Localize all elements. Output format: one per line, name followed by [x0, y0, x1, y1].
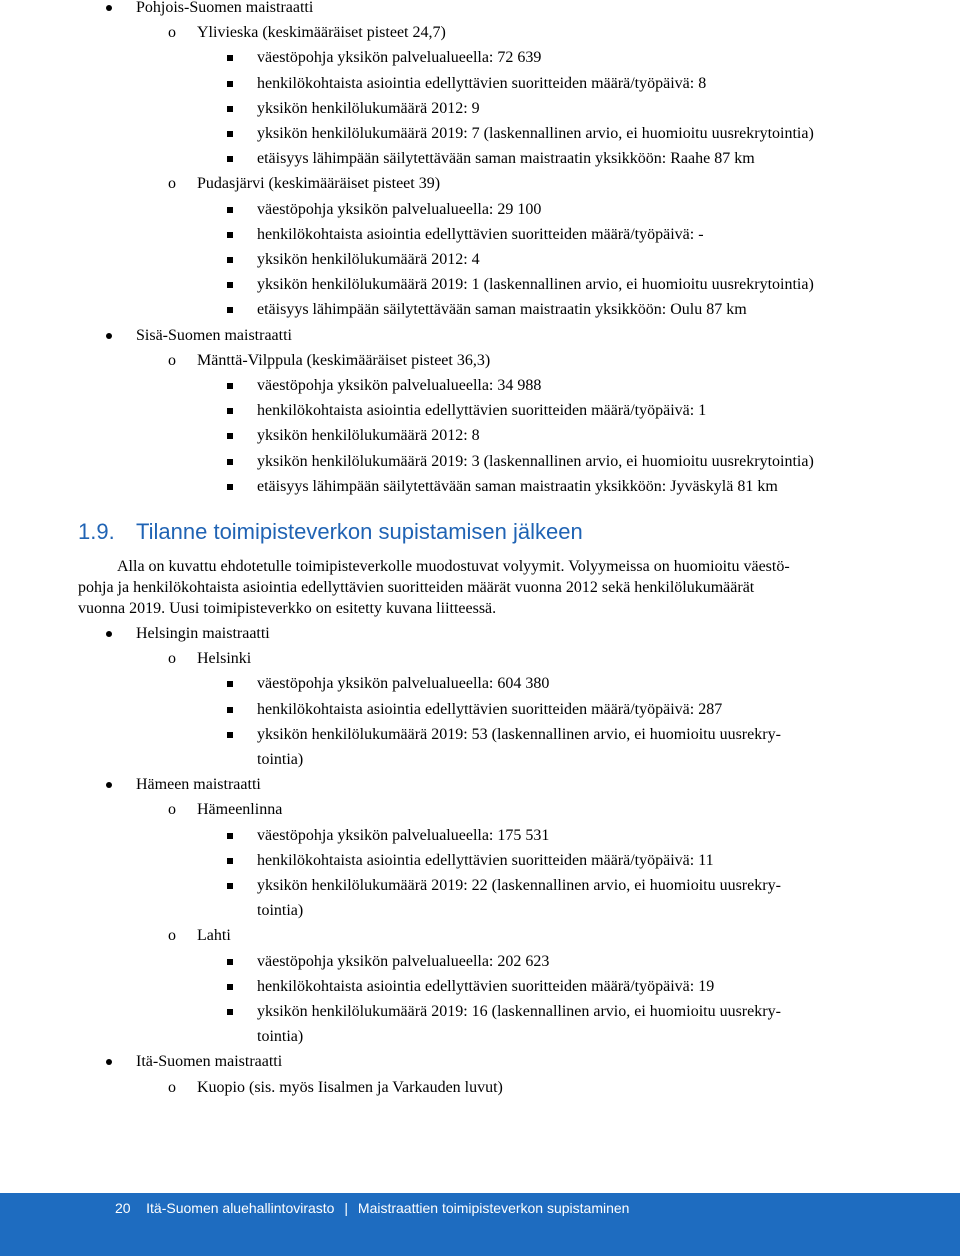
bullet-square-icon — [227, 959, 233, 965]
bullet-circle-icon: o — [168, 24, 176, 42]
bullet-square-icon — [227, 833, 233, 839]
footer-text — [115, 1198, 629, 1218]
list-item-office: Itä-Suomen maistraatti — [136, 1053, 283, 1071]
bullet-square-icon — [227, 307, 233, 313]
bullet-circle-icon: o — [168, 1078, 176, 1096]
list-item-detail: väestöpohja yksikön palvelualueella: 604 380 — [257, 675, 550, 693]
bullet-square-icon — [227, 106, 233, 112]
list-item-unit: Kuopio (sis. myös Iisalmen ja Varkauden luvut) — [197, 1078, 503, 1096]
list-item-detail: yksikön henkilölukumäärä 2019: 53 (laskennallinen arvio, ei huomioitu uusrekry- — [257, 725, 781, 743]
bullet-disc-icon — [106, 1059, 112, 1065]
list-item-office: Pohjois-Suomen maistraatti — [136, 0, 314, 16]
bullet-circle-icon: o — [168, 175, 176, 193]
list-item-unit: Helsinki — [197, 650, 252, 668]
bullet-square-icon — [227, 459, 233, 465]
list-item-detail: yksikön henkilölukumäärä 2019: 1 (laskennallinen arvio, ei huomioitu uusrekrytointia) — [257, 276, 814, 294]
list-item-detail: yksikön henkilölukumäärä 2019: 7 (laskennallinen arvio, ei huomioitu uusrekrytointia) — [257, 125, 814, 142]
list-item-detail: väestöpohja yksikön palvelualueella: 34 988 — [257, 377, 542, 394]
list-item-detail: henkilökohtaista asiointia edellyttävien suoritteiden määrä/työpäivä: 287 — [257, 700, 723, 718]
bullet-square-icon — [227, 207, 233, 213]
bullet-square-icon — [227, 1009, 233, 1015]
list-item-detail: tointia) — [257, 751, 304, 768]
paragraph-line: Alla on kuvattu ehdotetulle toimipisteverkolle muodostuvat volyymit. Volyymeissa on huomioitu väestö- — [117, 558, 790, 575]
footer-organization: Itä-Suomen aluehallintovirasto — [146, 1200, 335, 1216]
list-item-office: Helsingin maistraatti — [136, 625, 270, 642]
paragraph-line: vuonna 2019. Uusi toimipisteverkko on esitetty kuvana liitteessä. — [78, 600, 497, 617]
list-item-detail: väestöpohja yksikön palvelualueella: 72 639 — [257, 49, 542, 67]
bullet-square-icon — [227, 408, 233, 414]
bullet-circle-icon: o — [168, 351, 176, 369]
bullet-square-icon — [227, 131, 233, 137]
footer-document-title: Maistraattien toimipisteverkon supistaminen — [357, 1200, 630, 1216]
list-item-office: Hämeen maistraatti — [136, 776, 261, 794]
bullet-square-icon — [227, 883, 233, 889]
bullet-square-icon — [227, 433, 233, 439]
page-number: 20 — [115, 1200, 131, 1216]
bullet-square-icon — [227, 858, 233, 864]
list-item-detail: yksikön henkilölukumäärä 2012: 8 — [257, 427, 480, 445]
list-item-detail: yksikön henkilölukumäärä 2019: 22 (laskennallinen arvio, ei huomioitu uusrekry- — [257, 877, 781, 894]
list-item-detail: yksikön henkilölukumäärä 2012: 4 — [257, 251, 480, 268]
bullet-square-icon — [227, 55, 233, 61]
list-item-detail: etäisyys lähimpään säilytettävään saman maistraatin yksikköön: Raahe 87 km — [257, 150, 755, 168]
bullet-square-icon — [227, 732, 233, 738]
list-item-detail: yksikön henkilölukumäärä 2012: 9 — [257, 99, 480, 117]
paragraph-line: pohja ja henkilökohtaista asiointia edellyttävien suoritteiden määrät vuonna 2012 sekä henkilölukumäärät — [78, 579, 755, 596]
bullet-disc-icon — [106, 631, 112, 637]
list-item-unit: Hämeenlinna — [197, 801, 283, 819]
list-item-detail: etäisyys lähimpään säilytettävään saman maistraatin yksikköön: Jyväskylä 81 km — [257, 477, 778, 495]
list-item-detail: etäisyys lähimpään säilytettävään saman maistraatin yksikköön: Oulu 87 km — [257, 301, 747, 319]
list-item-detail: yksikön henkilölukumäärä 2019: 3 (laskennallinen arvio, ei huomioitu uusrekrytointia) — [257, 452, 814, 470]
bullet-square-icon — [227, 232, 233, 238]
bullet-square-icon — [227, 707, 233, 713]
bullet-disc-icon — [106, 333, 112, 339]
bullet-circle-icon: o — [168, 650, 176, 668]
list-item-office: Sisä-Suomen maistraatti — [136, 326, 292, 344]
list-item-detail: henkilökohtaista asiointia edellyttävien suoritteiden määrä/työpäivä: - — [257, 225, 704, 243]
bullet-square-icon — [227, 984, 233, 990]
list-item-detail: tointia) — [257, 1028, 304, 1046]
section-heading — [78, 518, 583, 546]
section-number: 1.9. — [78, 519, 115, 544]
list-item-unit: Ylivieska (keskimääräiset pisteet 24,7) — [197, 24, 446, 42]
bullet-square-icon — [227, 156, 233, 162]
list-item-detail: väestöpohja yksikön palvelualueella: 175 531 — [257, 826, 550, 844]
bullet-circle-icon: o — [168, 801, 176, 819]
list-item-unit: Lahti — [197, 927, 231, 945]
bullet-square-icon — [227, 257, 233, 263]
list-item-detail: yksikön henkilölukumäärä 2019: 16 (laskennallinen arvio, ei huomioitu uusrekry- — [257, 1003, 781, 1020]
bullet-square-icon — [227, 484, 233, 490]
list-item-detail: henkilökohtaista asiointia edellyttävien suoritteiden määrä/työpäivä: 1 — [257, 402, 707, 420]
bullet-square-icon — [227, 383, 233, 389]
list-item-unit: Mänttä-Vilppula (keskimääräiset pisteet 36,3) — [197, 351, 491, 369]
list-item-detail: henkilökohtaista asiointia edellyttävien suoritteiden määrä/työpäivä: 19 — [257, 977, 715, 995]
list-item-detail: väestöpohja yksikön palvelualueella: 202 623 — [257, 952, 550, 970]
list-item-detail: henkilökohtaista asiointia edellyttävien suoritteiden määrä/työpäivä: 8 — [257, 74, 707, 92]
bullet-square-icon — [227, 81, 233, 87]
footer-separator: | — [344, 1200, 349, 1216]
list-item-detail: henkilökohtaista asiointia edellyttävien suoritteiden määrä/työpäivä: 11 — [257, 851, 714, 869]
bullet-square-icon — [227, 282, 233, 288]
bullet-disc-icon — [106, 782, 112, 788]
bullet-disc-icon — [106, 5, 112, 11]
bullet-square-icon — [227, 681, 233, 687]
bullet-circle-icon: o — [168, 927, 176, 945]
section-title: Tilanne toimipisteverkon supistamisen jälkeen — [136, 519, 583, 544]
list-item-unit: Pudasjärvi (keskimääräiset pisteet 39) — [197, 175, 441, 193]
list-item-detail: väestöpohja yksikön palvelualueella: 29 100 — [257, 200, 542, 218]
list-item-detail: tointia) — [257, 902, 304, 920]
